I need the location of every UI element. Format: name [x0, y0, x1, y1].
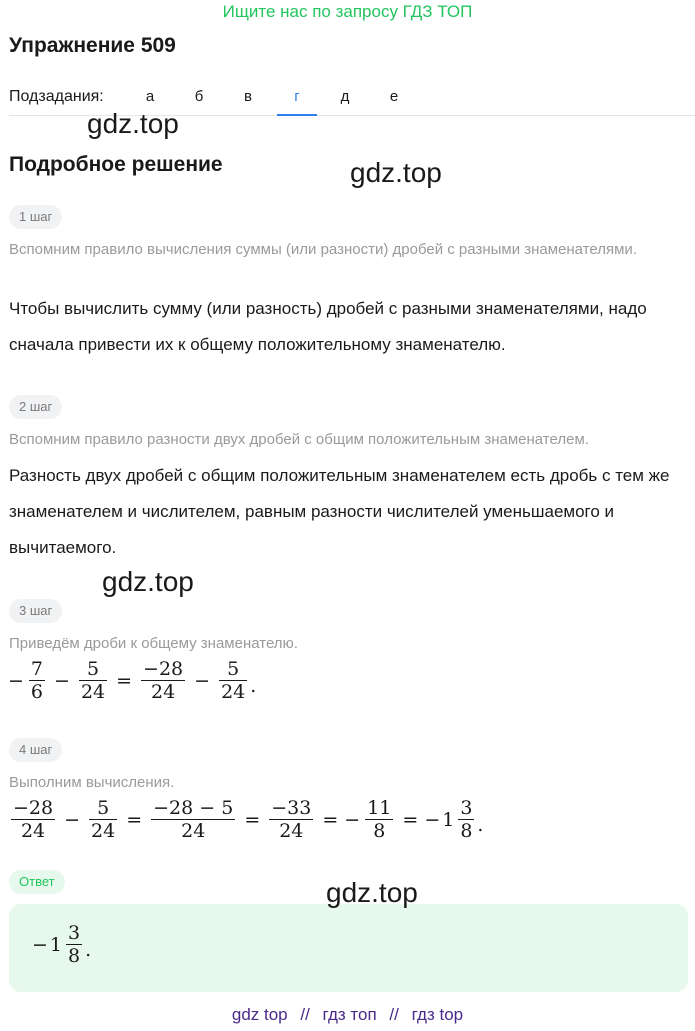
step-hint: Приведём дроби к общему знаменателю.	[9, 635, 298, 652]
answer-formula: − 1 $\frac{3}{8}$ .	[32, 922, 92, 967]
step-badge: 3 шаг	[9, 599, 62, 623]
fraction: $\frac{-28}{24}$	[143, 658, 184, 703]
watermark: gdz.top	[350, 157, 442, 188]
footer-separator: //	[300, 1005, 310, 1024]
step-text: Разность двух дробей с общим положительным знаменателем есть дробь с тем же знаменателем и числителем, равным разности числителей уменьшаемого и вычитаемого.	[9, 466, 670, 557]
answer-box	[9, 904, 688, 992]
step-hint: Вспомним правило разности двух дробей с общим положительным знаменателем.	[9, 431, 589, 448]
tab-subtask-a[interactable]: а	[145, 88, 155, 105]
tab-subtask-e[interactable]: е	[389, 88, 399, 105]
fraction: $\frac{-28}{24}$	[13, 797, 54, 842]
answer-badge: Ответ	[9, 870, 65, 894]
fraction: $\frac{3}{8}$	[68, 922, 81, 967]
footer-link[interactable]: гдз топ	[322, 1005, 377, 1024]
page-title: Упражнение 509	[9, 34, 176, 57]
step-formula: $\frac{-28}{24}$ − $\frac{5}{24}$ = $\frac{-28 - 5}{24}$ = $\frac{-33}{24}$ = − $\frac{11}{8}$ = − 1 $\frac{3}{8}$ .	[13, 797, 484, 842]
watermark: gdz.top	[326, 877, 418, 908]
fraction: $\frac{7}{6}$	[30, 658, 44, 703]
footer-link[interactable]: gdz top	[231, 1005, 288, 1024]
watermark: gdz.top	[87, 108, 179, 139]
step-badge: 2 шаг	[9, 395, 62, 419]
step-badge: 1 шаг	[9, 205, 62, 229]
step-hint: Вспомним правило вычисления суммы (или разности) дробей с разными знаменателями.	[9, 241, 637, 258]
step-formula: − $\frac{7}{6}$ − $\frac{5}{24}$ = $\frac{-28}{24}$ − $\frac{5}{24}$ .	[8, 658, 257, 703]
step-text: Чтобы вычислить сумму (или разность) дробей с разными знаменателями, надо сначала привести их к общему положительному знаменателю.	[9, 299, 647, 354]
footer-link[interactable]: гдз top	[411, 1005, 464, 1024]
tab-subtask-d[interactable]: д	[340, 88, 350, 105]
section-title: Подробное решение	[9, 153, 223, 176]
tab-subtask-v[interactable]: в	[244, 88, 252, 105]
fraction: $\frac{-33}{24}$	[271, 797, 312, 842]
tab-subtask-b[interactable]: б	[194, 88, 204, 105]
search-banner: Ищите нас по запросу ГДЗ ТОП	[222, 2, 473, 21]
fraction: $\frac{5}{24}$	[80, 658, 106, 703]
fraction: $\frac{11}{8}$	[367, 797, 392, 842]
footer-links	[0, 1005, 695, 1025]
subtasks-label: Подзадания:	[9, 88, 104, 105]
watermark: gdz.top	[102, 566, 194, 597]
fraction: $\frac{3}{8}$	[460, 797, 473, 842]
footer-separator: //	[389, 1005, 399, 1024]
tab-subtask-g[interactable]: г	[277, 86, 317, 116]
step-badge: 4 шаг	[9, 738, 62, 762]
fraction: $\frac{5}{24}$	[221, 658, 246, 703]
fraction: $\frac{-28 - 5}{24}$	[153, 797, 234, 842]
fraction: $\frac{5}{24}$	[91, 797, 116, 842]
step-hint: Выполним вычисления.	[9, 774, 175, 791]
